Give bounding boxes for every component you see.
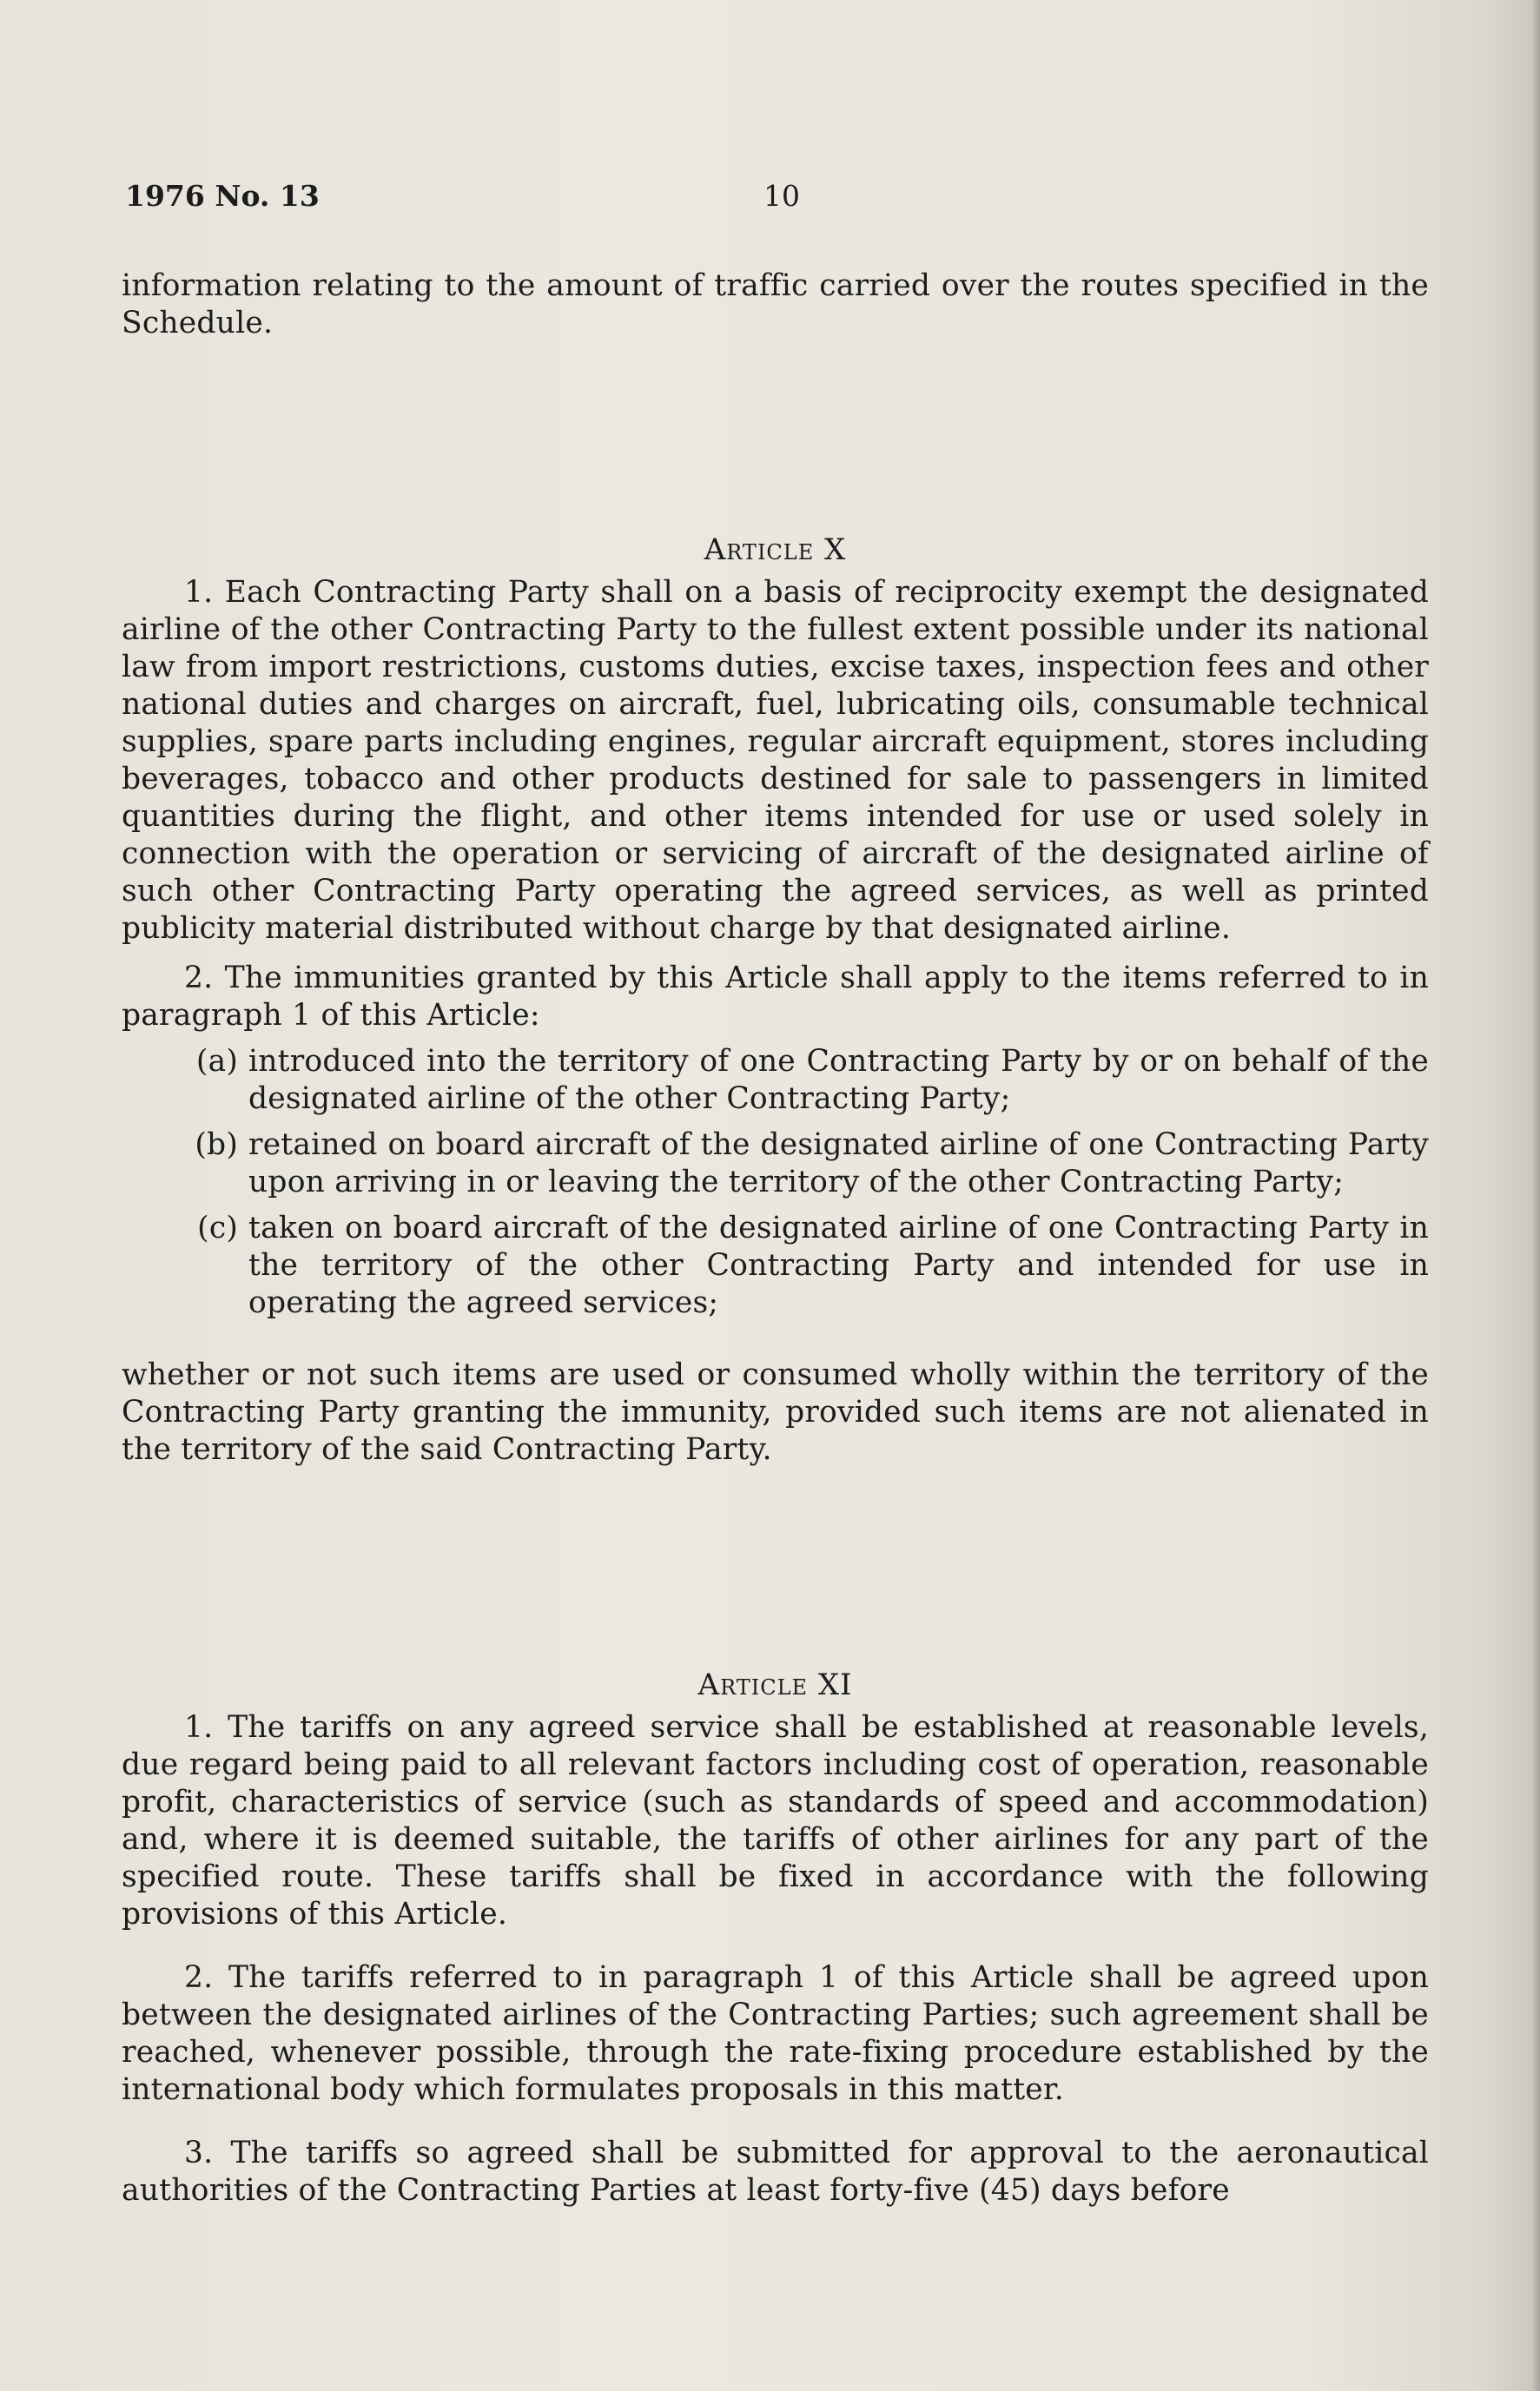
article-xi-para-3: 3. The tariffs so agreed shall be submitted for approval to the aeronautical authorities of the Contracting Parties at least forty-five (45) days before	[122, 2136, 1429, 2208]
page-number: 10	[763, 179, 800, 213]
item-label: (a)	[195, 1044, 238, 1079]
header-year-number: 1976 No. 13	[125, 179, 320, 213]
item-text: taken on board aircraft of the designated airline of one Contracting Party in the territory of the other Contracting Party and intended for use in operating the agreed services;	[248, 1211, 1429, 1320]
article-xi-para-2: 2. The tariffs referred to in paragraph 1 of this Article shall be agreed upon between the designated airlines of the Contracting Parties; such agreement shall be reached, whenever possible, through the rate-fixing procedure established by the international body which formulates proposals in this matter.	[122, 1960, 1429, 2107]
article-x-para-1: 1. Each Contracting Party shall on a basis of reciprocity exempt the designated airline of the other Contracting Party to the fullest extent possible under its national law from import restrictions, customs duties, excise taxes, inspection fees and other national duties and charges on aircraft, fuel, lubricating oils, consumable technical supplies, spare parts including engines, regular aircraft equipment, stores including beverages, tobacco and other products destined for sale to passengers in limited quantities during the flight, and other items intended for use or used solely in connection with the operation or servicing of aircraft of the designated airline of such other Contracting Party operating the agreed services, as well as printed publicity material distributed without charge by that designated airline.	[122, 575, 1429, 946]
show-through	[122, 139, 1424, 177]
article-x-heading: Article X	[704, 532, 847, 567]
item-label: (b)	[195, 1127, 238, 1162]
item-text: retained on board aircraft of the designated airline of one Contracting Party upon arriving in or leaving the territory of the other Contracting Party;	[248, 1127, 1429, 1199]
intro-paragraph: information relating to the amount of traffic carried over the routes specified in the Schedule.	[122, 268, 1429, 340]
document-body	[122, 268, 1429, 2209]
article-x-item-a	[122, 1043, 1429, 1118]
article-x-item-c	[122, 1210, 1429, 1322]
article-x-para-2: 2. The immunities granted by this Article shall apply to the items referred to in paragraph 1 of this Article:	[122, 961, 1429, 1033]
article-x-closing: whether or not such items are used or consumed wholly within the territory of the Contracting Party granting the immunity, provided such items are not alienated in the territory of the said Contracting Party.	[122, 1357, 1429, 1467]
item-text: introduced into the territory of one Contracting Party by or on behalf of the designated airline of the other Contracting Party;	[248, 1044, 1429, 1116]
article-x-item-b	[122, 1126, 1429, 1201]
article-xi-heading: Article XI	[697, 1668, 853, 1702]
binding-edge-shadow	[1531, 0, 1540, 2391]
item-label: (c)	[197, 1211, 238, 1245]
article-xi-para-1: 1. The tariffs on any agreed service shall be established at reasonable levels, due regard being paid to all relevant factors including cost of operation, reasonable profit, characteristics of service (such as standards of speed and accommodation) and, where it is deemed suitable, the tariffs of other airlines for any part of the specified route. These tariffs shall be fixed in accordance with the following provisions of this Article.	[122, 1710, 1429, 1932]
